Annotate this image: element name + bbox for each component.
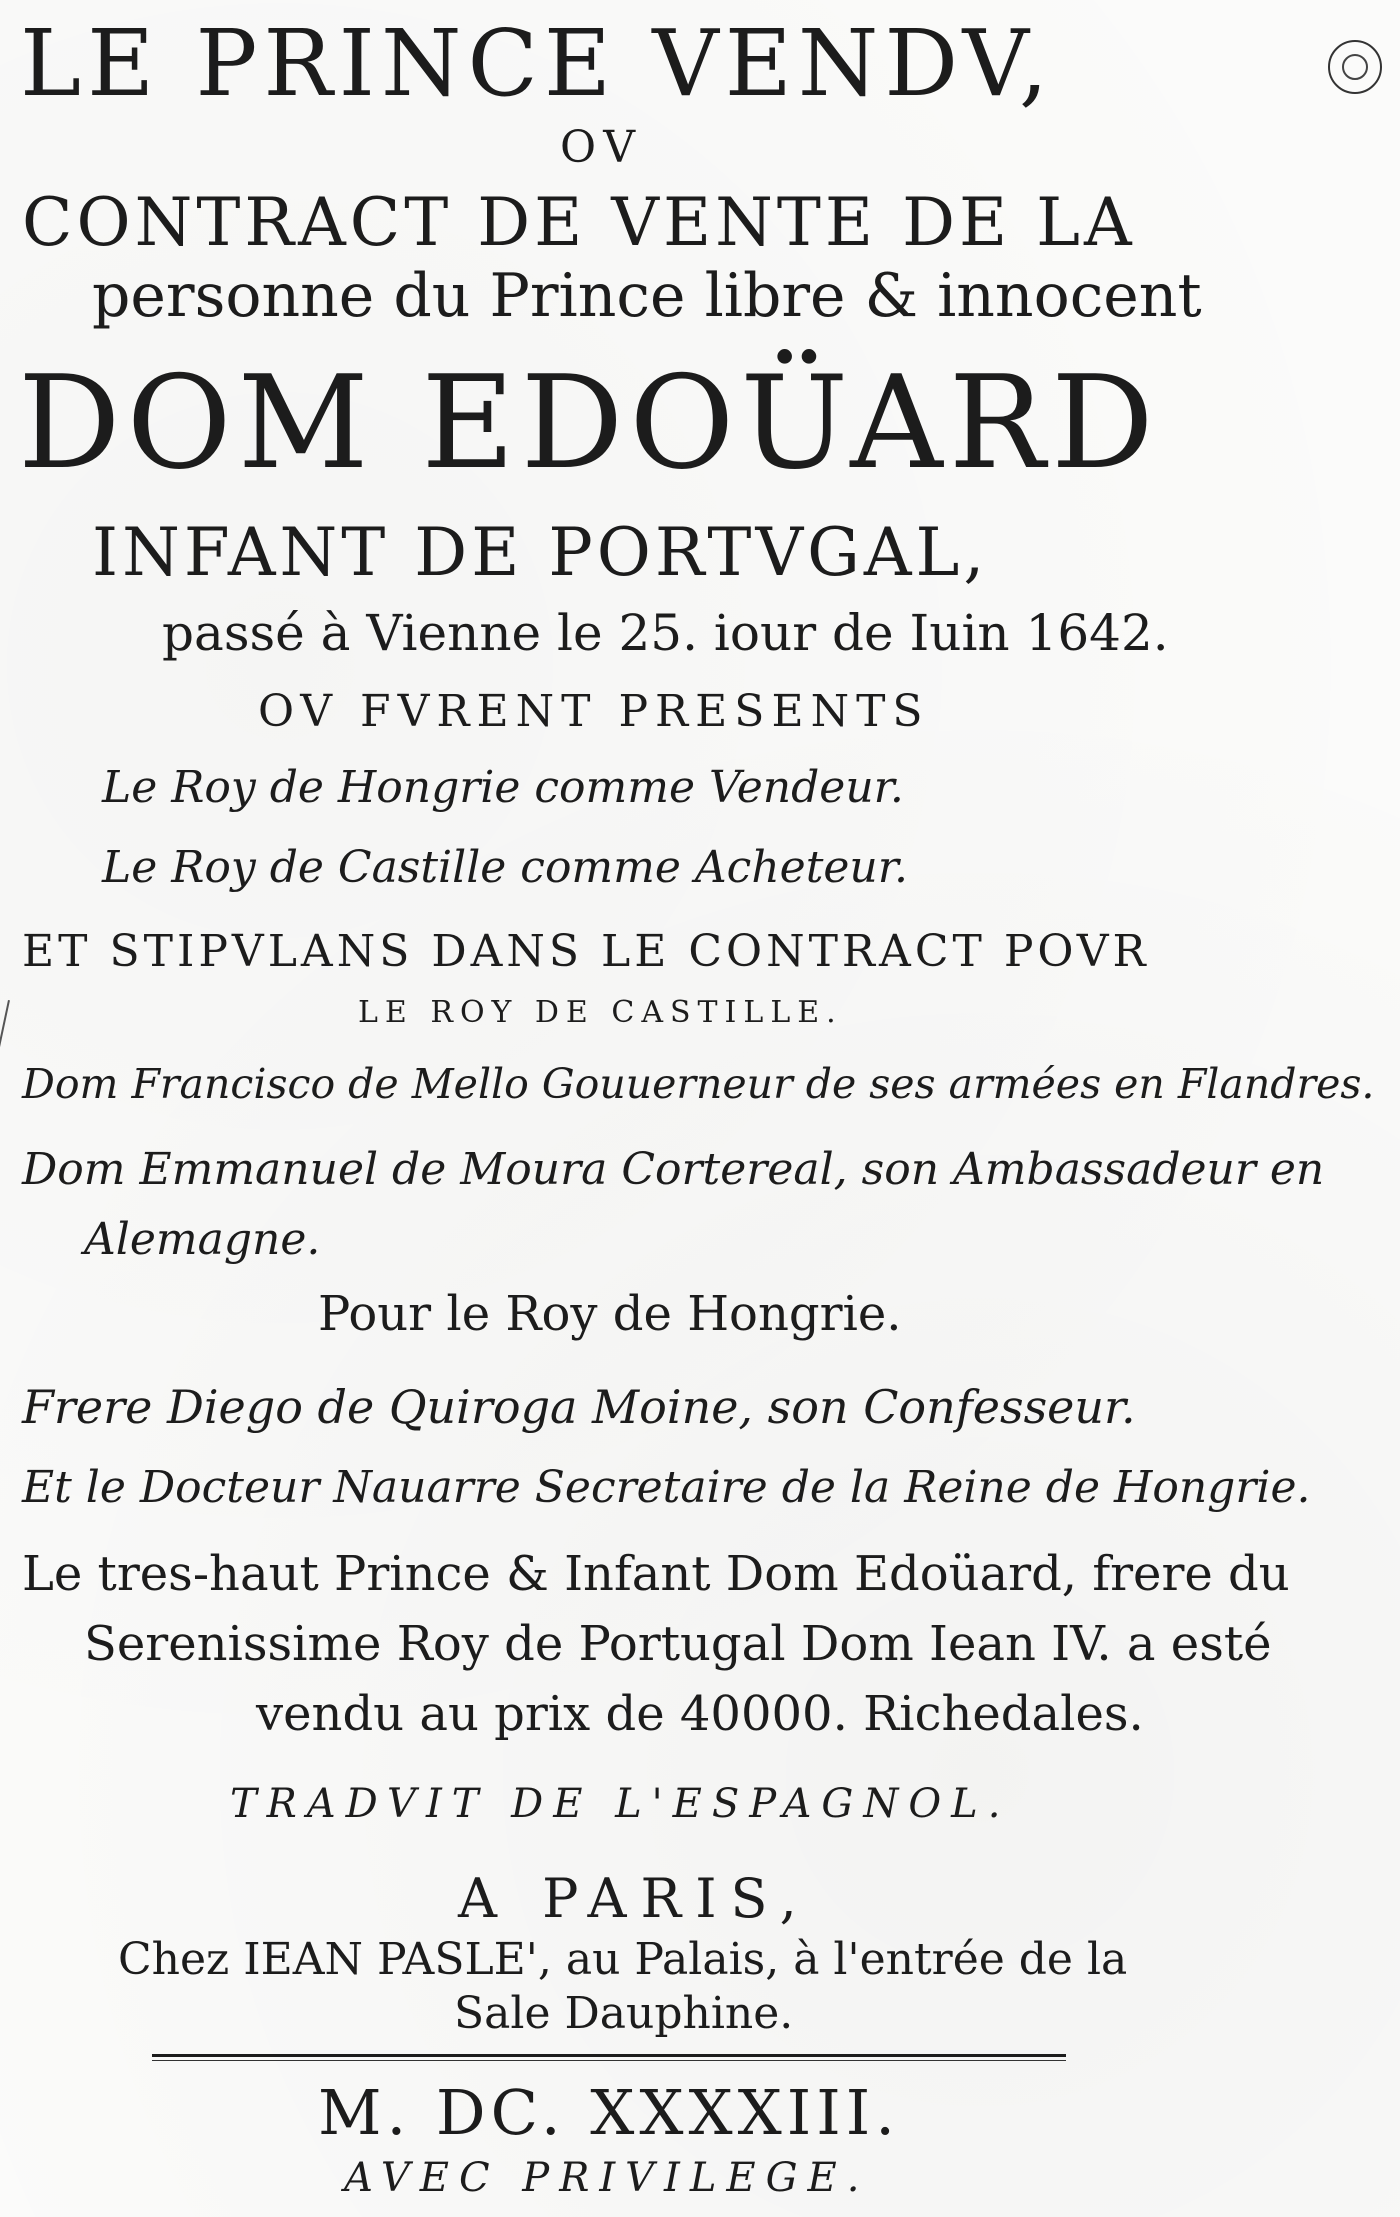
pour-roy-line: Pour le Roy de Hongrie. [318, 1286, 902, 1342]
diego-line: Frere Diego de Quiroga Moine, son Confesseur. [22, 1380, 1136, 1434]
horizontal-rule [152, 2054, 1066, 2057]
personne-line: personne du Prince libre & innocent [92, 261, 1202, 331]
roy-castille-line: LE ROY DE CASTILLE. [358, 995, 843, 1030]
moura-line-1: Dom Emmanuel de Moura Cortereal, son Ambassadeur en [22, 1144, 1325, 1195]
horizontal-rule-thin [152, 2060, 1066, 2061]
prince-line-1: Le tres-haut Prince & Infant Dom Edoüard, frere du [22, 1546, 1290, 1602]
a-paris-line: A PARIS, [458, 1867, 811, 1930]
or-word: OV [560, 122, 644, 173]
publisher-line: Chez IEAN PASLE', au Palais, à l'entrée de la [118, 1934, 1128, 1985]
prince-line-3: vendu au prix de 40000. Richedales. [256, 1686, 1144, 1742]
stamp-inner-ring [1342, 54, 1368, 80]
prince-line-2: Serenissime Roy de Portugal Dom Iean IV. a esté [84, 1616, 1272, 1672]
moura-line-2: Alemagne. [84, 1214, 321, 1265]
title-line: LE PRINCE VENDV, [20, 10, 1055, 117]
mello-line: Dom Francisco de Mello Gouuerneur de ses armées en Flandres. [22, 1060, 1375, 1108]
dom-edouard-line: DOM EDOÜARD [18, 349, 1160, 498]
margin-pen-mark [0, 1000, 10, 1147]
contract-line: CONTRACT DE VENTE DE LA [22, 184, 1136, 261]
navarre-line: Et le Docteur Nauarre Secretaire de la Reine de Hongrie. [22, 1462, 1311, 1513]
passe-line: passé à Vienne le 25. iour de Iuin 1642. [162, 604, 1169, 662]
infant-line: INFANT DE PORTVGAL, [92, 514, 989, 591]
date-line: M. DC. XXXXIII. [318, 2076, 900, 2149]
library-stamp-icon [1328, 40, 1382, 94]
sale-dauphine-line: Sale Dauphine. [454, 1988, 794, 2039]
traduit-line: TRADVIT DE L'ESPAGNOL. [230, 1781, 1011, 1827]
stipulans-line: ET STIPVLANS DANS LE CONTRACT POVR [22, 926, 1150, 977]
vendeur-line: Le Roy de Hongrie comme Vendeur. [102, 762, 904, 813]
privilege-line: AVEC PRIVILEGE. [344, 2155, 870, 2201]
furent-presents-line: OV FVRENT PRESENTS [258, 686, 930, 737]
acheteur-line: Le Roy de Castille comme Acheteur. [102, 842, 908, 893]
